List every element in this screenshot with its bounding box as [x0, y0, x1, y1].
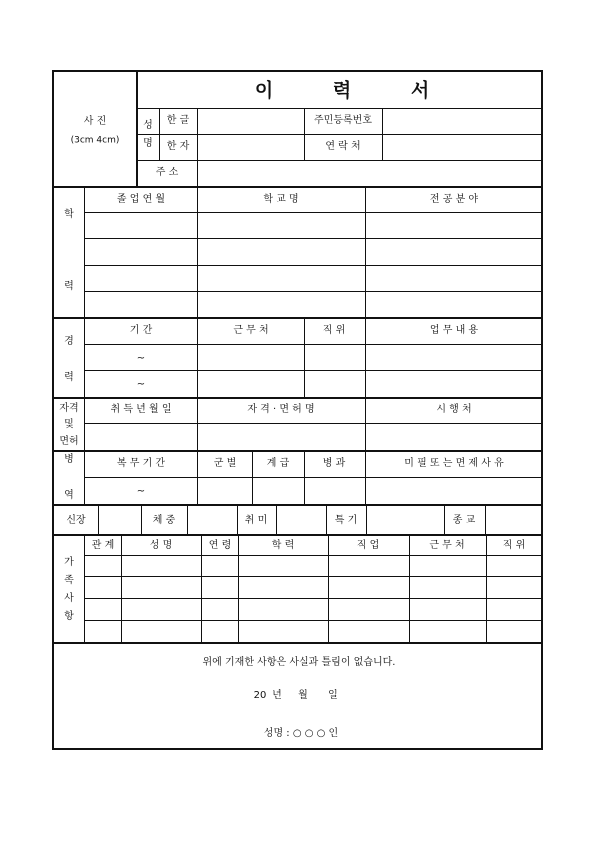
- military-header-period: 복 무 기 간: [116, 458, 166, 469]
- divider: [98, 504, 99, 534]
- divider: [366, 504, 367, 534]
- education-side-1: 학: [64, 209, 74, 220]
- divider: [197, 186, 198, 317]
- military-header-exemption: 미 필 또 는 면 제 사 유: [404, 458, 504, 469]
- divider: [84, 370, 543, 371]
- family-side-3: 사: [64, 593, 74, 604]
- license-header-name: 자 격 · 면 허 명: [247, 404, 315, 415]
- family-header-name: 성 명: [149, 540, 173, 551]
- career-header-period: 기 간: [129, 325, 153, 336]
- divider: [84, 576, 543, 577]
- divider: [197, 317, 198, 397]
- divider: [238, 534, 239, 642]
- military-header-branch: 군 별: [213, 458, 237, 469]
- divider: [54, 450, 543, 452]
- military-side-1: 병: [64, 454, 74, 465]
- family-side-1: 가: [64, 557, 74, 568]
- family-side-2: 족: [64, 575, 74, 586]
- divider: [187, 504, 188, 534]
- divider: [197, 397, 198, 450]
- divider: [197, 450, 198, 504]
- divider: [159, 108, 160, 160]
- career-side-2: 력: [64, 372, 74, 383]
- photo-label: 사 진: [83, 116, 107, 127]
- divider: [136, 72, 138, 187]
- divider: [276, 504, 277, 534]
- divider: [326, 504, 327, 534]
- signature-line: 성명 : ○ ○ ○ 인: [263, 728, 339, 739]
- career-header-duties: 업 무 내 용: [429, 325, 479, 336]
- family-header-age: 연 령: [208, 540, 232, 551]
- religion-label: 종 교: [452, 515, 476, 526]
- divider: [328, 534, 329, 642]
- divider: [84, 534, 85, 642]
- hangul-label: 한 글: [166, 115, 190, 126]
- divider: [121, 534, 122, 642]
- divider: [365, 397, 366, 450]
- divider: [84, 423, 543, 424]
- date-year-label: 년: [272, 690, 282, 701]
- family-header-workplace: 근 무 처: [429, 540, 465, 551]
- divider: [84, 238, 543, 239]
- family-header-education: 학 력: [271, 540, 295, 551]
- divider: [84, 477, 543, 478]
- statement: 위에 기재한 사항은 사실과 틀림이 없습니다.: [202, 657, 396, 668]
- divider: [365, 186, 366, 317]
- height-label: 신장: [66, 515, 86, 526]
- name-label-2: 명: [143, 138, 153, 149]
- divider: [237, 504, 238, 534]
- education-header-school: 학 교 명: [263, 194, 299, 205]
- license-side-1: 자격: [59, 403, 79, 414]
- divider: [252, 450, 253, 504]
- rrn-label: 주민등록번호: [314, 115, 372, 126]
- career-header-workplace: 근 무 처: [233, 325, 269, 336]
- divider: [304, 317, 305, 397]
- divider: [197, 108, 198, 186]
- hobby-label: 취 미: [244, 515, 268, 526]
- divider: [365, 317, 366, 397]
- date-year-prefix: 20: [253, 690, 267, 701]
- divider: [84, 344, 543, 345]
- education-side-2: 력: [64, 281, 74, 292]
- education-header-date: 졸 업 연 월: [116, 194, 166, 205]
- career-header-position: 직 위: [322, 325, 346, 336]
- family-header-occupation: 직 업: [356, 540, 380, 551]
- divider: [54, 504, 543, 506]
- divider: [84, 598, 543, 599]
- divider: [84, 555, 543, 556]
- military-header-rank: 계 급: [266, 458, 290, 469]
- title-char-2: 력: [332, 79, 352, 102]
- career-tilde-1: ~: [136, 353, 146, 364]
- name-label-1: 성: [143, 120, 153, 131]
- family-side-4: 항: [64, 611, 74, 622]
- divider: [141, 504, 142, 534]
- military-tilde: ~: [136, 486, 146, 497]
- divider: [84, 265, 543, 266]
- divider: [84, 212, 543, 213]
- divider: [54, 397, 543, 399]
- address-label: 주 소: [155, 167, 179, 178]
- family-header-relation: 관 계: [91, 540, 115, 551]
- divider: [409, 534, 410, 642]
- license-side-2: 및: [64, 419, 74, 430]
- divider: [444, 504, 445, 534]
- hanja-label: 한 자: [166, 141, 190, 152]
- divider: [54, 534, 543, 536]
- military-header-specialty: 병 과: [322, 458, 346, 469]
- family-header-position: 직 위: [502, 540, 526, 551]
- divider: [54, 186, 543, 188]
- military-side-2: 역: [64, 490, 74, 501]
- divider: [486, 534, 487, 642]
- title-char-1: 이: [254, 79, 274, 102]
- divider: [304, 450, 305, 504]
- education-header-major: 전 공 분 야: [429, 194, 479, 205]
- divider: [84, 291, 543, 292]
- title-char-3: 서: [410, 79, 430, 102]
- divider: [304, 108, 305, 160]
- skill-label: 특 기: [334, 515, 358, 526]
- divider: [84, 620, 543, 621]
- divider: [201, 534, 202, 642]
- date-day-label: 일: [328, 690, 338, 701]
- license-side-3: 면허: [59, 436, 79, 447]
- divider: [84, 186, 85, 504]
- career-tilde-2: ~: [136, 379, 146, 390]
- license-header-issuer: 시 행 처: [436, 404, 472, 415]
- divider: [382, 108, 383, 160]
- divider: [54, 642, 543, 644]
- contact-label: 연 락 처: [325, 141, 361, 152]
- photo-size: (3cm 4cm): [70, 135, 120, 146]
- resume-form: [52, 70, 543, 750]
- license-header-date: 취 득 년 월 일: [110, 404, 172, 415]
- divider: [485, 504, 486, 534]
- weight-label: 체 중: [152, 515, 176, 526]
- divider: [365, 450, 366, 504]
- career-side-1: 경: [64, 336, 74, 347]
- date-month-label: 월: [298, 690, 308, 701]
- divider: [54, 317, 543, 319]
